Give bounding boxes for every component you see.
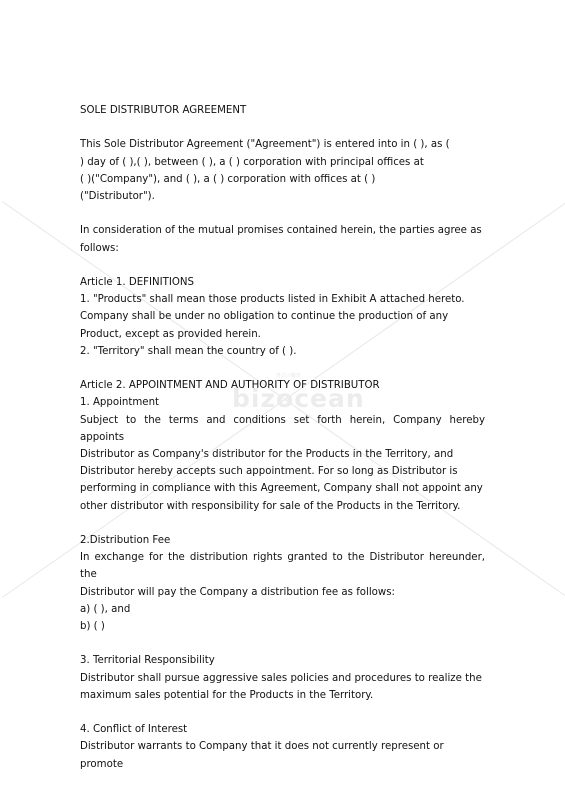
conflict-line: Distributor warrants to Company that it does not currently represent or promote (80, 741, 444, 770)
appointment-heading: 1. Appointment (80, 397, 160, 409)
fee-line: b) ( ) (80, 621, 105, 633)
intro-line: ("Distributor"). (80, 191, 155, 202)
document-body (80, 102, 485, 773)
appointment-line: other distributor with responsibility for sale of the Products in the Territory. (80, 500, 461, 512)
appointment-line: Distributor as Company's distributor for the Products in the Territory, and (80, 449, 454, 460)
intro-line: This Sole Distributor Agreement ("Agreement") is entered into in ( ), as ( (80, 139, 450, 151)
article1-heading: Article 1. DEFINITIONS (80, 276, 194, 288)
article1-line: Company shall be under no obligation to continue the production of any (80, 311, 449, 323)
appointment-line: performing in compliance with this Agreement, Company shall not appoint any (80, 483, 483, 495)
conflict-heading: 4. Conflict of Interest (80, 724, 188, 736)
article1-line: 1. "Products" shall mean those products listed in Exhibit A attached hereto. (80, 294, 465, 306)
consideration-line: follows: (80, 242, 119, 254)
fee-line: Distributor will pay the Company a distribution fee as follows: (80, 586, 395, 598)
watermark-tagline: 書式の雛形 (276, 373, 302, 379)
intro-line: ( )("Company"), and ( ), a ( ) corporation with offices at ( ) (80, 173, 376, 185)
appointment-line: Subject to the terms and conditions set forth herein, Company hereby appoints (80, 414, 485, 443)
article1-line: Product, except as provided herein. (80, 328, 261, 340)
intro-line: ) day of ( ),( ), between ( ), a ( ) corporation with principal offices at (80, 156, 424, 168)
fee-heading: 2.Distribution Fee (80, 535, 171, 546)
document-title: SOLE DISTRIBUTOR AGREEMENT (80, 105, 247, 116)
fee-line: a) ( ), and (80, 603, 131, 615)
territorial-line: Distributor shall pursue aggressive sales policies and procedures to realize the (80, 672, 482, 684)
territorial-heading: 3. Territorial Responsibility (80, 655, 215, 667)
article1-line: 2. "Territory" shall mean the country of ( ). (80, 345, 297, 357)
fee-line: In exchange for the distribution rights granted to the Distributor hereunder, the (80, 552, 485, 581)
article2-heading: Article 2. APPOINTMENT AND AUTHORITY OF DISTRIBUTOR (80, 380, 380, 392)
territorial-line: maximum sales potential for the Products in the Territory. (80, 689, 374, 701)
consideration-line: In consideration of the mutual promises contained herein, the parties agree as (80, 225, 482, 237)
watermark-logo: bizocean (232, 384, 365, 413)
appointment-line: Distributor hereby accepts such appointment. For so long as Distributor is (80, 466, 458, 478)
